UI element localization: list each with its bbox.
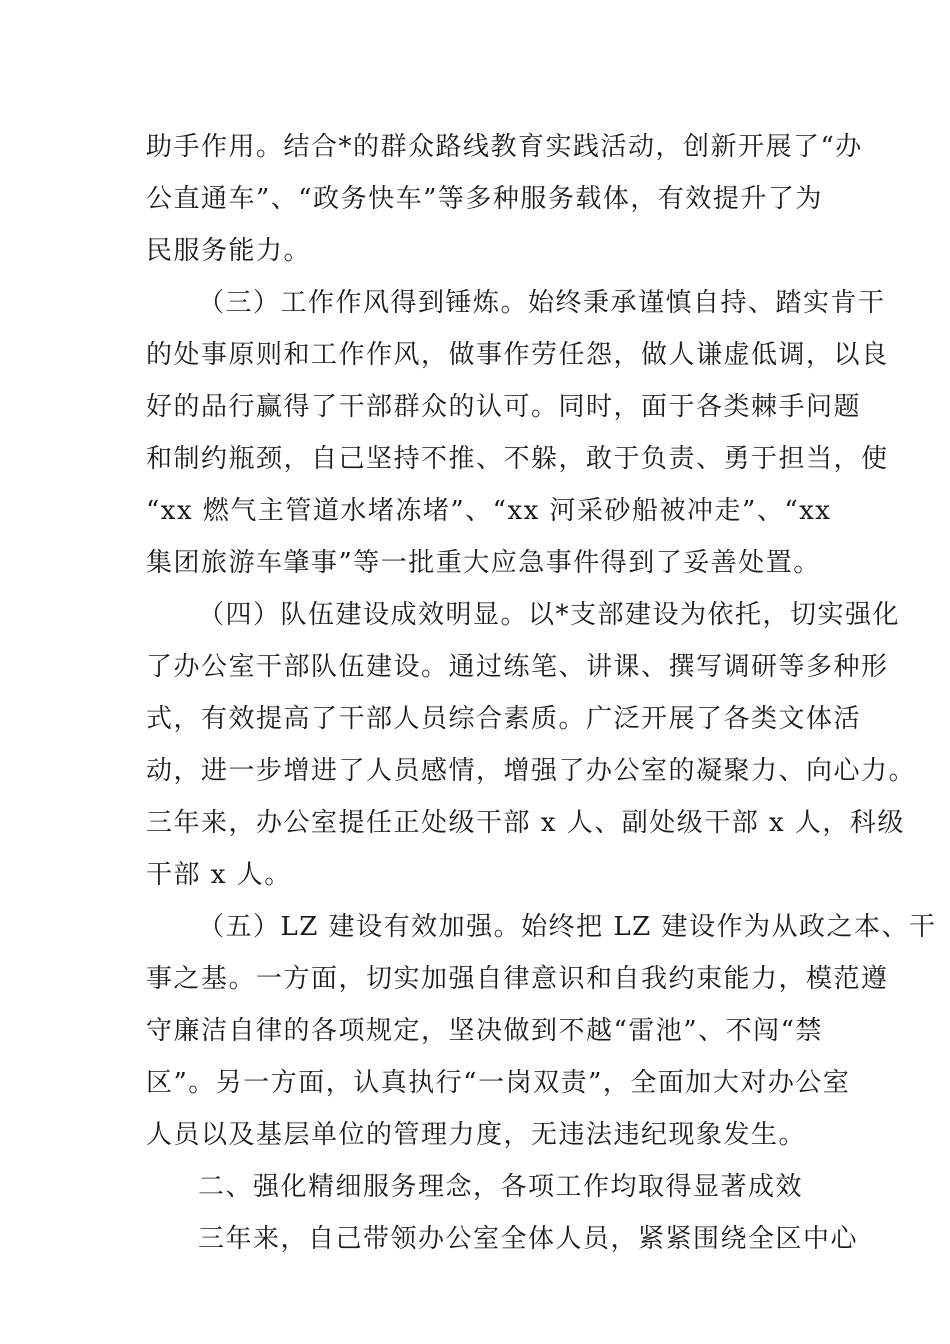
text-line: 公直通车”、“政务快车”等多种服务载体，有效提升了为 [146,184,823,214]
text-line: 三年来，自己带领办公室全体人员，紧紧围绕全区中心 [198,1224,859,1254]
text-line: 和制约瓶颈，自己坚持不推、不躲，敢于负责、勇于担当，使 [146,444,889,474]
text-line: 好的品行赢得了干部群众的认可。同时，面于各类棘手问题 [146,392,862,422]
text-line: “xx 燃气主管道水堵冻堵”、“xx 河采砂船被冲走”、“xx [146,496,832,526]
text-line: 助手作用。结合*的群众路线教育实践活动，创新开展了“办 [146,132,863,162]
paragraph-heading-3: （三）工作作风得到锤炼。始终秉承谨慎自持、踏实肯干 [198,288,886,318]
text-line: 的处事原则和工作作风，做事作劳任怨，做人谦虚低调，以良 [146,340,889,370]
text-line: 集团旅游车肇事”等一批重大应急事件得到了妥善处置。 [146,548,821,578]
section-heading: 二、强化精细服务理念，各项工作均取得显著成效 [198,1172,804,1202]
text-line: 干部 x 人。 [146,860,292,890]
text-line: 事之基。一方面，切实加强自律意识和自我约束能力，模范遵 [146,964,889,994]
paragraph-heading-4: （四）队伍建设成效明显。以*支部建设为依托，切实强化 [198,600,901,630]
paragraph-heading-5: （五）LZ 建设有效加强。始终把 LZ 建设作为从政之本、干 [198,912,937,942]
text-line: 守廉洁自律的各项规定，坚决做到不越“雷池”、不闯“禁 [146,1016,823,1046]
text-line: 人员以及基层单位的管理力度，无违法违纪现象发生。 [146,1120,807,1150]
text-line: 民服务能力。 [146,236,312,266]
text-line: 区”。另一方面，认真执行“一岗双责”，全面加大对办公室 [146,1068,851,1098]
text-line: 了办公室干部队伍建设。通过练笔、讲课、撰写调研等多种形 [146,652,889,682]
text-line: 三年来，办公室提任正处级干部 x 人、副处级干部 x 人，科级 [146,808,905,838]
text-line: 动，进一步增进了人员感情，增强了办公室的凝聚力、向心力。 [146,756,917,786]
text-line: 式，有效提高了干部人员综合素质。广泛开展了各类文体活 [146,704,862,734]
